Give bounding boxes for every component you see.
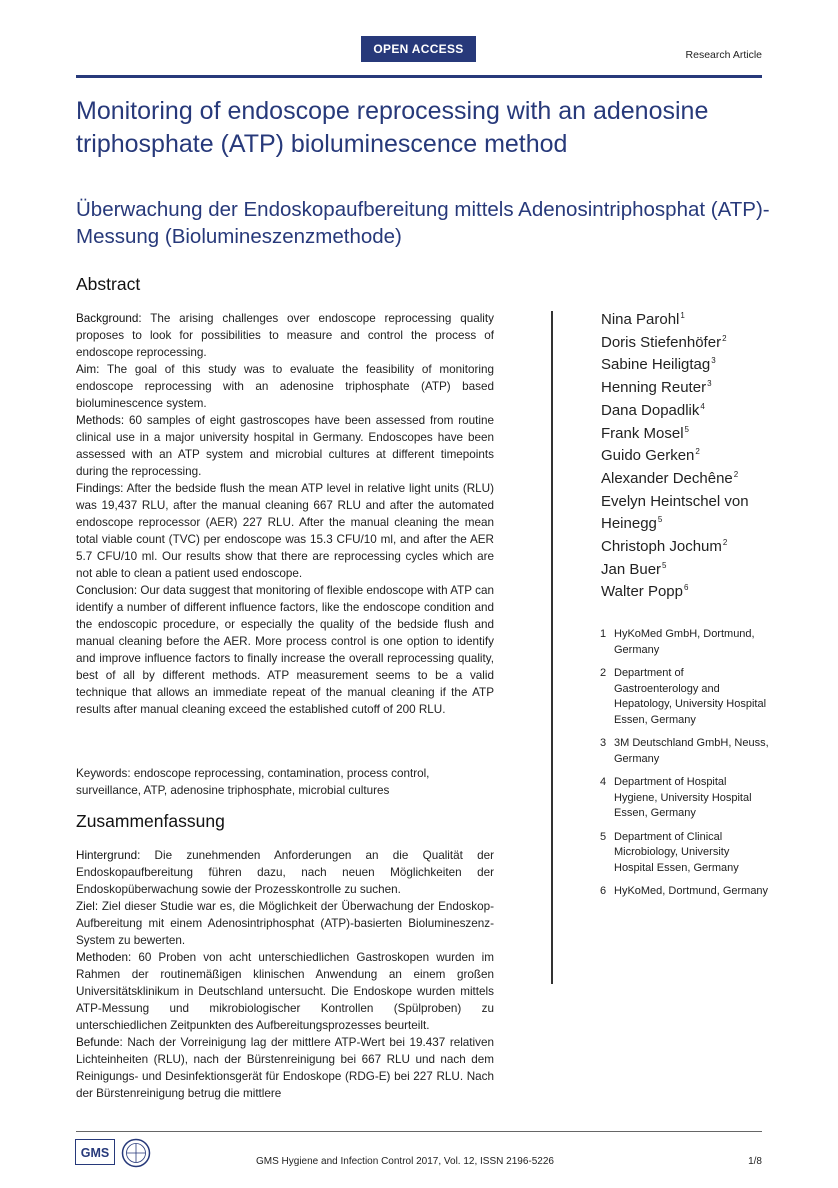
article-type: Research Article — [685, 49, 762, 61]
author-name: Christoph Jochum — [601, 538, 722, 556]
author — [601, 309, 781, 332]
author-affiliation-mark: 3 — [711, 356, 716, 366]
header-rule — [76, 75, 762, 78]
section-label: Befunde: — [76, 1036, 123, 1049]
abstract-paragraph — [76, 480, 494, 582]
footer-rule — [76, 1131, 762, 1132]
author-affiliation-mark: 5 — [662, 560, 667, 570]
abstract-heading: Abstract — [76, 274, 141, 294]
article-title: Monitoring of endoscope reprocessing with an adenosine triphosphate (ATP) bioluminescence method — [76, 97, 709, 158]
author — [601, 400, 781, 423]
affiliation — [600, 666, 770, 728]
section-label: Ziel: — [76, 900, 99, 913]
article-subtitle-german: Überwachung der Endoskopaufbereitung mittels Adenosintriphosphat (ATP)-Messung (Biolumineszenzmethode) — [76, 198, 770, 248]
section-label: Methods: — [76, 414, 125, 427]
journal-citation: GMS Hygiene and Infection Control 2017, Vol. 12, ISSN 2196-5226 — [256, 1156, 554, 1167]
section-label: Findings: — [76, 482, 124, 495]
section-text: Ziel dieser Studie war es, die Möglichkeit der Überwachung der Endoskop-Aufbereitung mit einem Adenosintriphosphat (ATP)-basierten Biolumineszenz-System zu bewerten. — [76, 900, 494, 947]
abstract-paragraph — [76, 412, 494, 480]
section-label: Hintergrund: — [76, 849, 141, 862]
author-name: Evelyn Heintschel von Heinegg — [601, 492, 749, 533]
affiliation — [600, 884, 770, 900]
author-name: Guido Gerken — [601, 447, 695, 465]
abstract-body — [76, 310, 494, 718]
section-label: Conclusion: — [76, 584, 138, 597]
author — [601, 536, 781, 559]
author-name: Sabine Heiligtag — [601, 356, 711, 374]
section-label: Background: — [76, 312, 142, 325]
section-text: The goal of this study was to evaluate the feasibility of monitoring endoscope reprocessing with an adenosine triphosphate (ATP) based bioluminescence system. — [76, 363, 494, 410]
author-affiliation-mark: 2 — [722, 333, 727, 343]
affiliation-text: Department of Hospital Hygiene, University Hospital Essen, Germany — [614, 776, 752, 819]
affiliation — [600, 736, 770, 767]
affiliation — [600, 627, 770, 658]
affiliation-text: Department of Gastroenterology and Hepatology, University Hospital Essen, Germany — [614, 667, 767, 726]
author-affiliation-mark: 5 — [657, 515, 663, 525]
abstract-paragraph — [76, 361, 494, 412]
author — [601, 377, 781, 400]
author-affiliation-mark: 1 — [680, 311, 685, 320]
keywords-label: Keywords: — [76, 767, 131, 780]
affiliation-text: HyKoMed, Dortmund, Germany — [614, 885, 769, 897]
affiliation-text: Department of Clinical Microbiology, University Hospital Essen, Germany — [614, 830, 739, 874]
author-affiliation-mark: 6 — [683, 583, 689, 593]
abstract-paragraph — [76, 582, 494, 718]
author-name: Doris Stiefenhöfer — [601, 333, 722, 351]
author-name: Dana Dopadlik — [601, 401, 700, 419]
author — [601, 559, 781, 582]
affiliation-text: HyKoMed GmbH, Dortmund, Germany — [614, 628, 755, 656]
author-affiliation-mark: 2 — [722, 538, 728, 548]
affiliation-list — [600, 627, 770, 908]
author-name: Frank Mosel — [601, 424, 684, 442]
abstract-paragraph — [76, 310, 494, 361]
author — [601, 332, 781, 355]
section-text: The arising challenges over endoscope reprocessing quality proposes to look for possibilities to measure and control the process of endoscope reprocessing. — [76, 312, 494, 359]
author-name: Henning Reuter — [601, 379, 707, 397]
zusammenfassung-body — [76, 847, 494, 1102]
open-access-badge: OPEN ACCESS — [361, 36, 476, 62]
author — [601, 581, 781, 604]
affiliation-number: 5 — [600, 830, 607, 843]
section-text: Die zunehmenden Anforderungen an die Qualität der Endoskopaufbereitung führen dazu, nach neuen Möglichkeiten der Endoskopüberwachung sowie der Prozesskontrolle zu suchen. — [76, 849, 494, 896]
section-text: Nach der Vorreinigung lag der mittlere ATP-Wert bei 19.437 relativen Lichteinheiten (RLU), nach der Bürstenreinigung bei 667 RLU und nach dem Reinigungs- und Desinfektionsgerät für Endoskope (RDG-E) bei 227 RLU. Nach der Bürstenreinigung betrug die mittlere — [76, 1036, 494, 1100]
affiliation-number: 1 — [600, 628, 607, 640]
zusammenfassung-heading: Zusammenfassung — [76, 811, 225, 831]
affiliation-text: 3M Deutschland GmbH, Neuss, Germany — [614, 737, 769, 765]
author-name: Alexander Dechêne — [601, 469, 733, 487]
affiliation-number: 2 — [600, 667, 607, 679]
author-affiliation-mark: 3 — [707, 379, 712, 389]
zusammenfassung-paragraph — [76, 949, 494, 1034]
affiliation — [600, 830, 770, 877]
keywords — [76, 765, 494, 799]
author-name: Jan Buer — [601, 560, 662, 578]
author-affiliation-mark: 4 — [700, 401, 705, 411]
zusammenfassung-paragraph — [76, 847, 494, 898]
author-affiliation-mark: 5 — [684, 424, 689, 434]
author-name: Walter Popp — [601, 583, 683, 601]
section-text: 60 Proben von acht unterschiedlichen Gastroskopen wurden im Rahmen der routinemäßigen klinischen Anwendung an einem großen Universitätsklinikum in Deutschland untersucht. Die Endoskope wurden mittels ATP-Messung und mikrobiologischer Kontrollen (Spülproben) zu unterschiedlichen Zeitpunkten des Aufbereitungsprozesses beurteilt. — [76, 951, 494, 1032]
author-affiliation-mark: 2 — [733, 469, 739, 479]
author-name: Nina Parohl — [601, 311, 680, 328]
zusammenfassung-paragraph — [76, 1034, 494, 1102]
author-list — [601, 309, 781, 604]
affiliation-number: 3 — [600, 737, 607, 749]
section-text: After the bedside flush the mean ATP level in relative light units (RLU) was 19,437 RLU, after the manual cleaning 667 RLU and after the automated endoscope reprocessor (AER) 227 RLU. After the manual cleaning the mean total viable count (TVC) per endoscope was 15.3 CFU/10 ml, and after the AER 5.7 CFU/10 ml. Our results show that there are reprocessing cycles which are not able to clean a patient used endoscope. — [76, 482, 494, 580]
page-number: 1/8 — [748, 1156, 762, 1167]
affiliation-number: 6 — [600, 885, 607, 897]
dgkh-seal-icon — [121, 1138, 151, 1168]
section-text: 60 samples of eight gastroscopes have been assessed from routine clinical use in a major university hospital in Germany. Endoscopes have been assessed with an ATP system and microbial cultures at different timepoints during the reprocessing. — [76, 414, 494, 478]
section-label: Aim: — [76, 363, 100, 376]
author — [601, 445, 781, 468]
affiliation-number: 4 — [600, 776, 607, 788]
author — [601, 423, 781, 446]
column-divider — [551, 311, 553, 984]
gms-logo: GMS — [75, 1139, 115, 1165]
author — [601, 468, 781, 491]
author — [601, 354, 781, 377]
zusammenfassung-paragraph — [76, 898, 494, 949]
affiliation — [600, 775, 770, 822]
keywords-text: endoscope reprocessing, contamination, process control, surveillance, ATP, adenosine triphosphate, microbial cultures — [76, 767, 430, 797]
author — [601, 491, 781, 536]
section-text: Our data suggest that monitoring of flexible endoscope with ATP can identify a number of different influence factors, like the endoscope condition and the endoscopic procedure, or especially the quality of the bedside flush and manual cleaning before the AER. More process control is one option to identify and improve influence factors to finally increase the overall reprocessing quality, best of all by different methods. ATP measurement seems to be a valid technique that allows an immediate repeat of the manual cleaning if the ATP results after manual cleaning exceed the established cutoff of 200 RLU. — [76, 584, 494, 716]
author-affiliation-mark: 2 — [695, 447, 700, 457]
section-label: Methoden: — [76, 951, 132, 964]
